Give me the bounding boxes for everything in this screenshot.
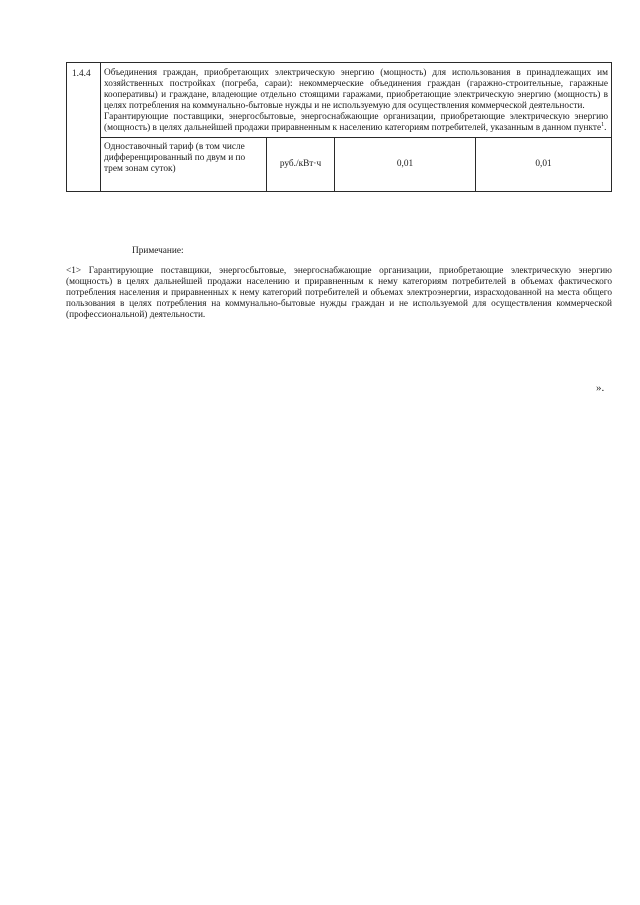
row-number-cell: [67, 63, 101, 192]
table-row: [67, 138, 612, 192]
tariff-table: [66, 62, 612, 192]
note-section: [90, 246, 612, 257]
table-row: [67, 63, 612, 138]
value-cell-2: [476, 138, 612, 192]
footnote-ref: 1: [601, 121, 605, 128]
closing-quote: ».: [596, 382, 605, 394]
row-number: 1.4.4: [72, 69, 91, 79]
description-paragraph-2-text: Гарантирующие поставщики, энергосбытовые, энергоснабжающие организации, приобретающие электрическую энергию (мощность) в целях дальнейшей продажи приравненным к населению категориям потребителей, указанным в данном пункте: [104, 112, 609, 133]
description-paragraph-2: [104, 112, 608, 134]
note-title: Примечание:: [132, 246, 184, 256]
value-1: 0,01: [396, 159, 414, 169]
note-body: <1> Гарантирующие поставщики, энергосбытовые, энергоснабжающие организации, приобретающие электрическую энергию (мощность) в целях дальнейшей продажи населению и приравненным к нему категориям потребителей в объемах фактического потребления населения и приравненных к нему категорий потребителей и объемах электроэнергии, израсходованной на места общего пользования в целях потребления на коммунально-бытовые нужды граждан и не используемой для осуществления коммерческой (профессиональной) деятельности.: [66, 266, 612, 321]
note-body-wrap: [66, 257, 612, 331]
value-2: 0,01: [535, 159, 552, 169]
unit-cell: [267, 138, 335, 192]
rate-label-cell: [101, 138, 267, 192]
description-paragraph-2-end: .: [604, 123, 607, 133]
unit-label: руб./кВт·ч: [279, 159, 322, 169]
description-paragraph-1: Объединения граждан, приобретающих электрическую энергию (мощность) для использования в принадлежащих им хозяйственных постройках (погреба, сараи): некоммерческие объединения граждан (гаражно-строительные, гаражные кооперативы) и граждане, владеющие отдельно стоящими гаражами, приобретающие электрическую энергию (мощность) в целях потребления на коммунально-бытовые нужды и не используемую для осуществления коммерческой деятельности.: [104, 68, 609, 111]
value-cell-1: [335, 138, 476, 192]
description-cell: [101, 63, 612, 138]
rate-label: Одноставочный тариф (в том числе дифференцированный по двум и по трем зонам суток): [104, 142, 246, 174]
